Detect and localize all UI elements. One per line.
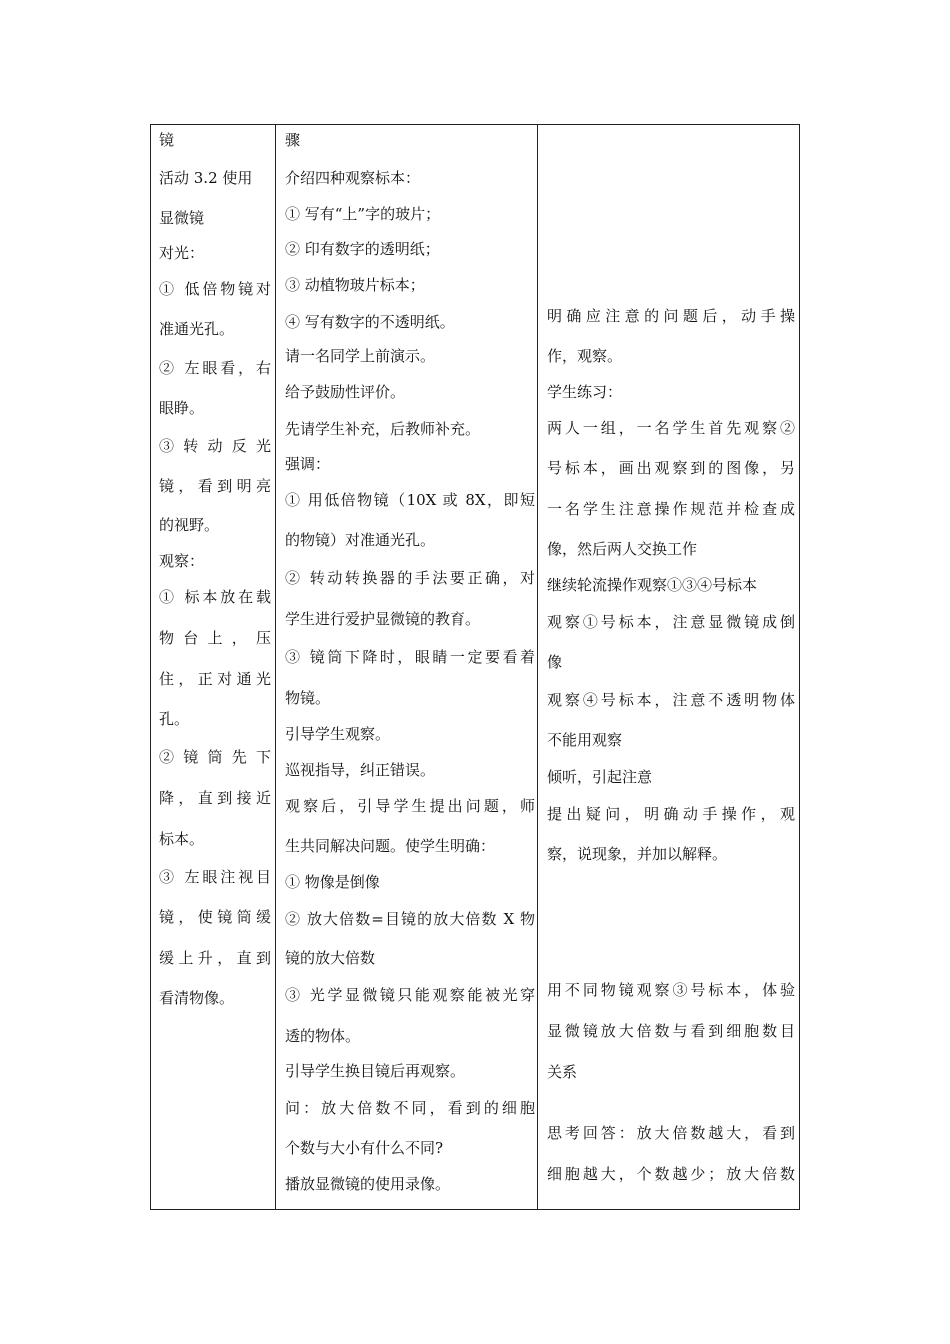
teacher-line: 引导学生观察。: [285, 725, 391, 743]
activity-line: 的视野。: [159, 516, 220, 534]
student-line: 用不同物镜观察③号标本，体验: [547, 981, 795, 999]
teacher-line: 学生进行爱护显微镜的教育。: [285, 610, 481, 628]
student-line: 像: [547, 653, 563, 671]
activity-line: ③ 左眼注视目: [159, 868, 271, 886]
teacher-line: 镜的放大倍数: [285, 949, 376, 967]
column-divider-1: [275, 125, 276, 1209]
activity-line: 标本。: [159, 830, 205, 848]
teacher-line: ① 物像是倒像: [285, 873, 380, 891]
teacher-line: 请一名同学上前演示。: [285, 347, 436, 365]
teacher-line: ③ 光学显微镜只能观察能被光穿: [285, 986, 535, 1004]
student-line: 显微镜放大倍数与看到细胞数目: [547, 1022, 795, 1040]
activity-line: 观察：: [159, 552, 205, 570]
student-line: 思考回答：放大倍数越大，看到: [547, 1124, 795, 1142]
teacher-line: 巡视指导，纠正错误。: [285, 761, 436, 779]
activity-line: ③ 转 动 反 光: [159, 437, 271, 455]
activity-line: 住，正对通光: [159, 670, 271, 688]
teacher-line: ④ 写有数字的不透明纸。: [285, 313, 455, 331]
teacher-line: 生共同解决问题。使学生明确：: [285, 837, 496, 855]
activity-line: 镜，使镜筒缓: [159, 908, 271, 926]
teacher-line: ① 写有“上”字的玻片；: [285, 205, 441, 223]
student-line: 继续轮流操作观察①③④号标本: [547, 576, 758, 594]
activity-line: 镜: [159, 131, 175, 149]
teacher-line: 透的物体。: [285, 1027, 361, 1045]
teacher-line: 个数与大小有什么不同?: [285, 1139, 444, 1157]
teacher-line: 骤: [285, 131, 301, 149]
teacher-line: 问：放大倍数不同，看到的细胞: [285, 1099, 535, 1117]
teacher-line: 播放显微镜的使用录像。: [285, 1175, 451, 1193]
teacher-line: 给予鼓励性评价。: [285, 383, 406, 401]
activity-line: 缓上升，直到: [159, 949, 271, 967]
student-line: 提出疑问，明确动手操作，观: [547, 805, 795, 823]
lesson-table: [150, 124, 800, 1210]
student-line: 关系: [547, 1063, 578, 1081]
teacher-line: ① 用低倍物镜（10X 或 8X，即短: [285, 491, 535, 509]
activity-line: 活动 3.2 使用: [159, 169, 253, 187]
student-line: 学生练习：: [547, 383, 623, 401]
activity-line: 准通光孔。: [159, 320, 235, 338]
activity-line: ② 镜 筒 先 下: [159, 748, 271, 766]
student-line: 像，然后两人交换工作: [547, 540, 698, 558]
teacher-line: 先请学生补充，后教师补充。: [285, 420, 481, 438]
activity-line: 对光：: [159, 244, 205, 262]
teacher-line: ② 转动转换器的手法要正确，对: [285, 569, 535, 587]
activity-line: 看清物像。: [159, 989, 235, 1007]
teacher-line: 物镜。: [285, 689, 331, 707]
student-line: 明确应注意的问题后，动手操: [547, 307, 795, 325]
student-line: 一名学生注意操作规范并检查成: [547, 500, 795, 518]
teacher-line: ② 印有数字的透明纸；: [285, 240, 440, 258]
teacher-line: 介绍四种观察标本：: [285, 169, 421, 187]
student-line: 观察①号标本，注意显微镜成倒: [547, 613, 795, 631]
column-divider-2: [537, 125, 538, 1209]
student-line: 不能用观察: [547, 731, 623, 749]
teacher-line: ③ 动植物玻片标本；: [285, 276, 425, 294]
student-line: 细胞越大，个数越少；放大倍数: [547, 1165, 795, 1183]
activity-line: 物 台 上 ， 压: [159, 629, 271, 647]
student-line: 作，观察。: [547, 347, 623, 365]
activity-line: ① 低倍物镜对: [159, 280, 271, 298]
student-line: 倾听，引起注意: [547, 768, 653, 786]
activity-line: ② 左眼看，右: [159, 359, 271, 377]
teacher-line: 强调：: [285, 455, 331, 473]
student-line: 号标本，画出观察到的图像，另: [547, 459, 795, 477]
teacher-line: 引导学生换目镜后再观察。: [285, 1062, 466, 1080]
activity-line: 孔。: [159, 710, 190, 728]
student-line: 观察④号标本，注意不透明物体: [547, 691, 795, 709]
activity-line: 显微镜: [159, 209, 205, 227]
activity-line: 降，直到接近: [159, 789, 271, 807]
student-line: 察，说现象，并加以解释。: [547, 845, 728, 863]
activity-line: 眼睁。: [159, 399, 205, 417]
teacher-line: ② 放大倍数=目镜的放大倍数 X 物: [285, 910, 535, 928]
activity-line: ① 标本放在载: [159, 588, 271, 606]
student-line: 两人一组，一名学生首先观察②: [547, 419, 795, 437]
teacher-line: ③ 镜筒下降时，眼睛一定要看着: [285, 648, 535, 666]
teacher-line: 的物镜）对准通光孔。: [285, 531, 436, 549]
teacher-line: 观察后，引导学生提出问题，师: [285, 797, 535, 815]
activity-line: 镜，看到明亮: [159, 477, 271, 495]
